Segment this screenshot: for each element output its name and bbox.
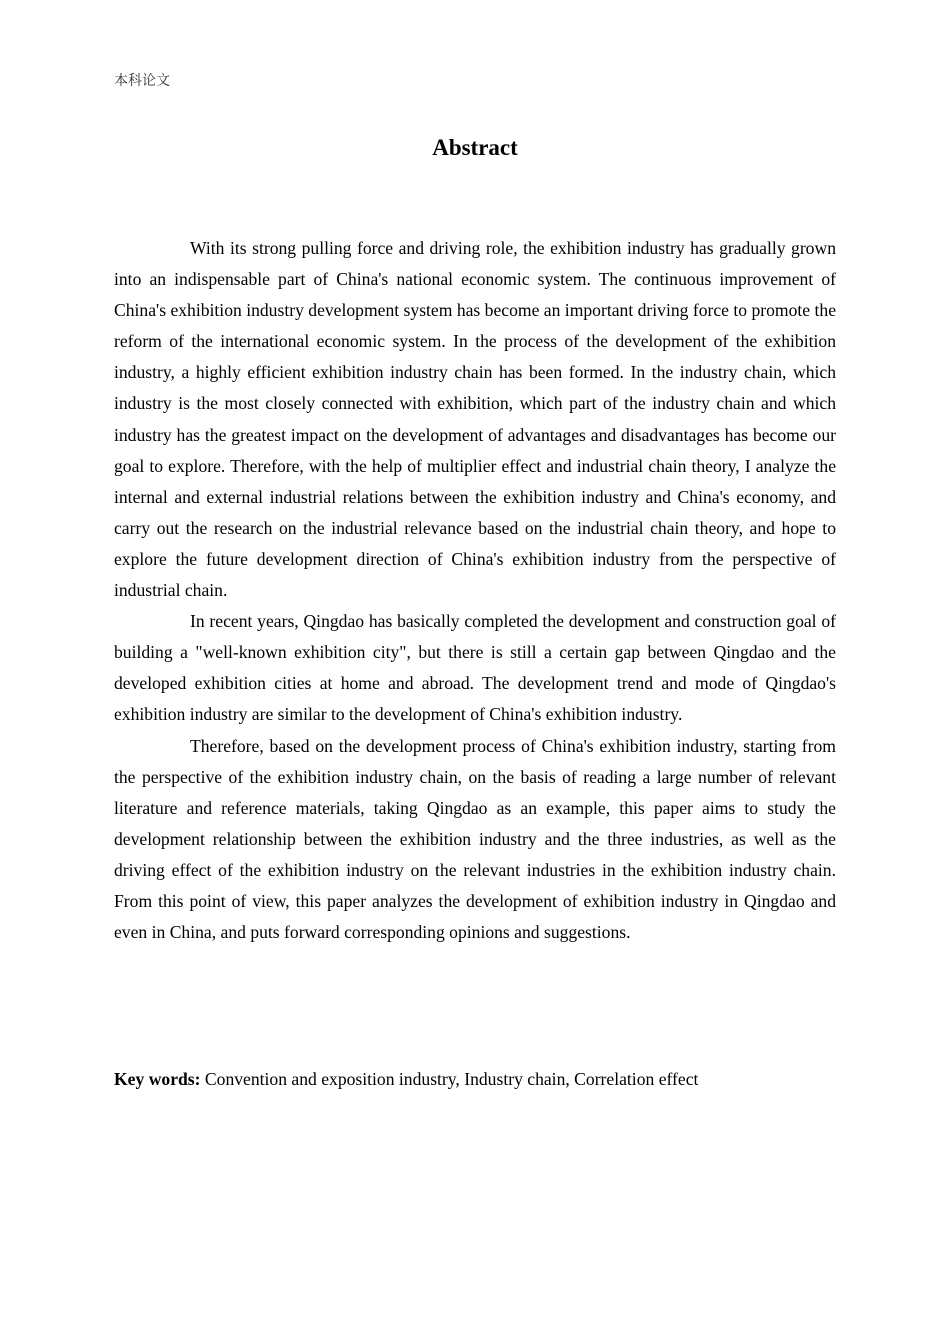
keywords-label: Key words:	[114, 1069, 201, 1089]
keywords-line	[114, 1066, 836, 1092]
abstract-paragraph-1: With its strong pulling force and driving role, the exhibition industry has gradually grown into an indispensable part of China's national economic system. The continuous improvement of China's exhibition industry development system has become an important driving force to promote the reform of the international economic system. In the process of the development of the exhibition industry, a highly efficient exhibition industry chain has been formed. In the industry chain, which industry is the most closely connected with exhibition, which part of the industry chain and which industry has the greatest impact on the development of advantages and disadvantages has become our goal to explore. Therefore, with the help of multiplier effect and industrial chain theory, I analyze the internal and external industrial relations between the exhibition industry and China's economy, and carry out the research on the industrial relevance based on the industrial chain theory, and hope to explore the future development direction of China's exhibition industry from the perspective of industrial chain.	[114, 238, 836, 601]
abstract-paragraph-2: In recent years, Qingdao has basically completed the development and construction goal of building a "well-known exhibition city", but there is still a certain gap between Qingdao and the developed exhibition cities at home and abroad. The development trend and mode of Qingdao's exhibition industry are similar to the development of China's exhibition industry.	[114, 611, 836, 725]
abstract-body	[114, 233, 836, 948]
abstract-paragraph-3: Therefore, based on the development process of China's exhibition industry, starting from the perspective of the exhibition industry chain, on the basis of reading a large number of relevant literature and reference materials, taking Qingdao as an example, this paper aims to study the development relationship between the exhibition industry and the three industries, as well as the driving effect of the exhibition industry on the relevant industries in the exhibition industry chain. From this point of view, this paper analyzes the development of exhibition industry in Qingdao and even in China, and puts forward corresponding opinions and suggestions.	[114, 735, 836, 943]
abstract-title: Abstract	[432, 135, 518, 160]
keywords-text: Convention and exposition industry, Industry chain, Correlation effect	[204, 1069, 699, 1089]
page-header-label: 本科论文	[114, 73, 170, 89]
